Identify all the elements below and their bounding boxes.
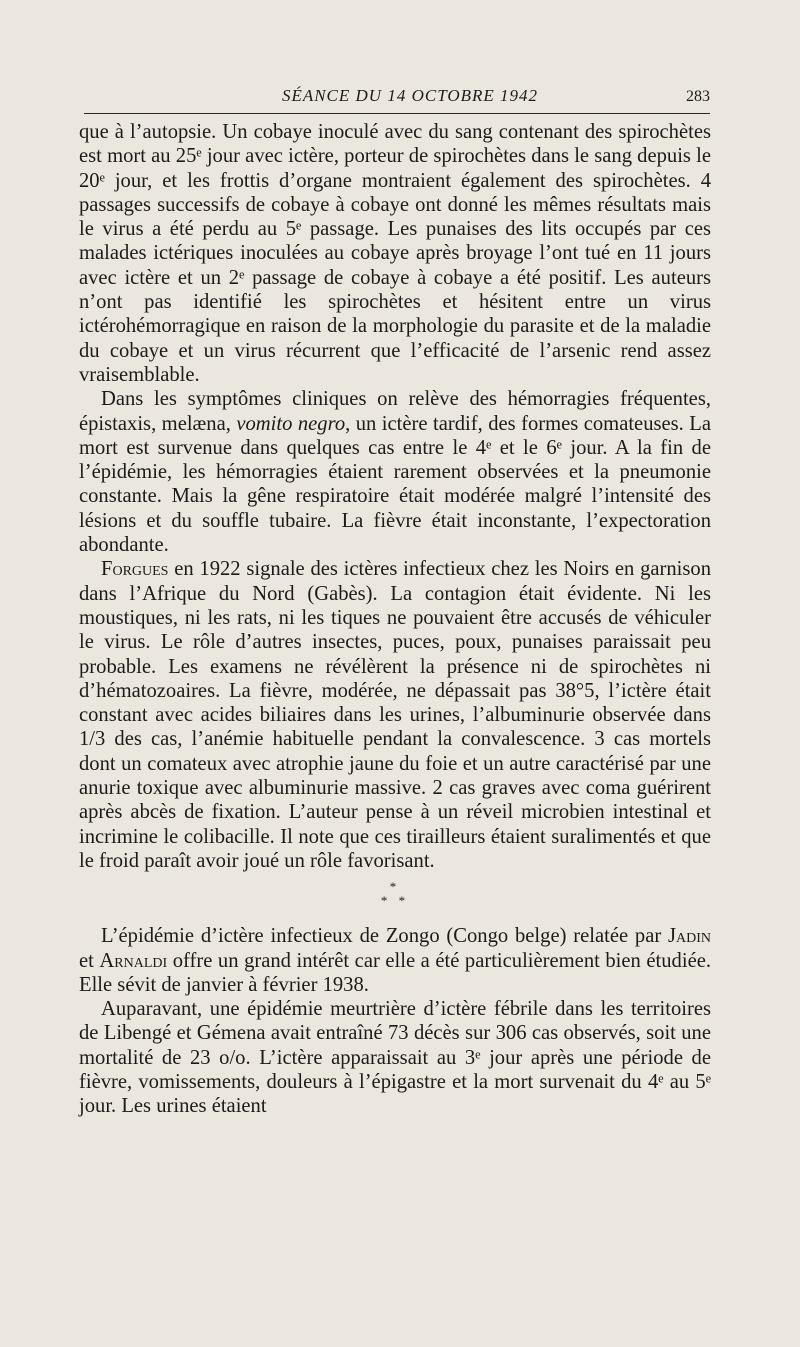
vomito-negro-term: vomito negro	[236, 412, 346, 435]
paragraph-zongo-start: L’épidémie d’ictère infectieux de Zongo (Congo belge) relatée par	[101, 925, 668, 948]
paragraph-symptoms-start: Dans les symptômes cliniques on relève des hémorragies fréquentes, épistaxis, melæna,	[79, 388, 711, 435]
paragraph-forgues	[79, 557, 711, 873]
paragraph-zongo	[79, 924, 711, 997]
page-number: 283	[686, 88, 710, 105]
running-title: SÉANCE DU 14 OCTOBRE 1942	[281, 86, 539, 105]
section-separator	[79, 880, 711, 908]
author-arnaldi: Arnaldi	[99, 949, 168, 972]
running-header	[80, 80, 710, 108]
paragraph-forgues-text: en 1922 signale des ictères infectieux chez les Noirs en garnison dans l’Afrique du Nord (Gabès). La contagion était évidente. Ni les moustiques, ni les rats, ni les tiques ne pouvaient être accusés de véhiculer le virus. Le rôle d’autres insectes, puces, poux, punaises paraissait peu probable. Les examens ne révélèrent la présence ni de spirochètes ni d’hématozoaires. La fièvre, modérée, ne dépassait pas 38°5, l’ictère était constant avec acides biliaires dans les urines, l’albuminurie observée dans 1/3 des cas, l’anémie habituelle pendant la convalescence. 3 cas mortels dont un comateux avec atrophie jaune du foie et un autre caractérisé par une anurie toxique avec albuminurie massive. 2 cas graves avec coma guérirent après abcès de fixation. L’auteur pense à un réveil microbien intestinal et incrimine le colibacille. Il note que ces tirailleurs étaient suralimentés et que le froid paraît avoir joué un rôle favorisant.	[79, 558, 711, 872]
separator-stars-bottom: * *	[380, 893, 410, 909]
paragraph-symptoms-end: , un ictère tardif, des formes comateuses. La mort est survenue dans quelques cas entre le 4ᵉ et le 6ᵉ jour. A la fin de l’épidémie, les hémorragies étaient rarement observées et la pneumonie constante. Mais la gêne respiratoire était modérée malgré l’intensité des lésions et du souffle tubaire. La fièvre était inconstante, l’expectoration abondante.	[79, 412, 711, 557]
paragraph-libenge: Auparavant, une épidémie meurtrière d’ictère fébrile dans les territoires de Libengé et Gémena avait entraîné 73 décès sur 306 cas observés, soit une mortalité de 23 o/o. L’ictère apparaissait au 3ᵉ jour après une période de fièvre, vomissements, douleurs à l’épigastre et la mort survenait du 4ᵉ au 5ᵉ jour. Les urines étaient	[79, 998, 711, 1118]
paragraph-symptoms	[79, 387, 711, 557]
separator-star-top: *	[389, 879, 401, 895]
paragraph-autopsy: que à l’autopsie. Un cobaye inoculé avec du sang contenant des spirochètes est mort au 25ᵉ jour avec ictère, porteur de spirochètes dans le sang depuis le 20ᵉ jour, et les frottis d’organe montraient également des spirochètes. 4 passages successifs de cobaye à cobaye ont donné les mêmes résultats mais le virus a été perdu au 5ᵉ passage. Les punaises des lits occupés par ces malades ictériques inoculées au cobaye après broyage l’ont tué en 11 jours avec ictère et un 2ᵉ passage de cobaye à cobaye a été positif. Les auteurs n’ont pas identifié les spirochètes et hésitent entre un virus ictérohémorragique en raison de la morphologie du parasite et de la maladie du cobaye et un virus récurrent que l’efficacité de l’arsenic rend assez vraisemblable.	[79, 121, 711, 386]
header-rule	[84, 113, 710, 114]
author-forgues: Forgues	[101, 558, 169, 581]
paragraph-zongo-end: offre un grand intérêt car elle a été particulièrement bien étudiée. Elle sévit de janvier à février 1938.	[79, 949, 712, 996]
paragraph-zongo-conjunction: et	[79, 949, 100, 972]
author-jadin: Jadin	[667, 925, 711, 948]
body-text	[79, 120, 711, 1119]
